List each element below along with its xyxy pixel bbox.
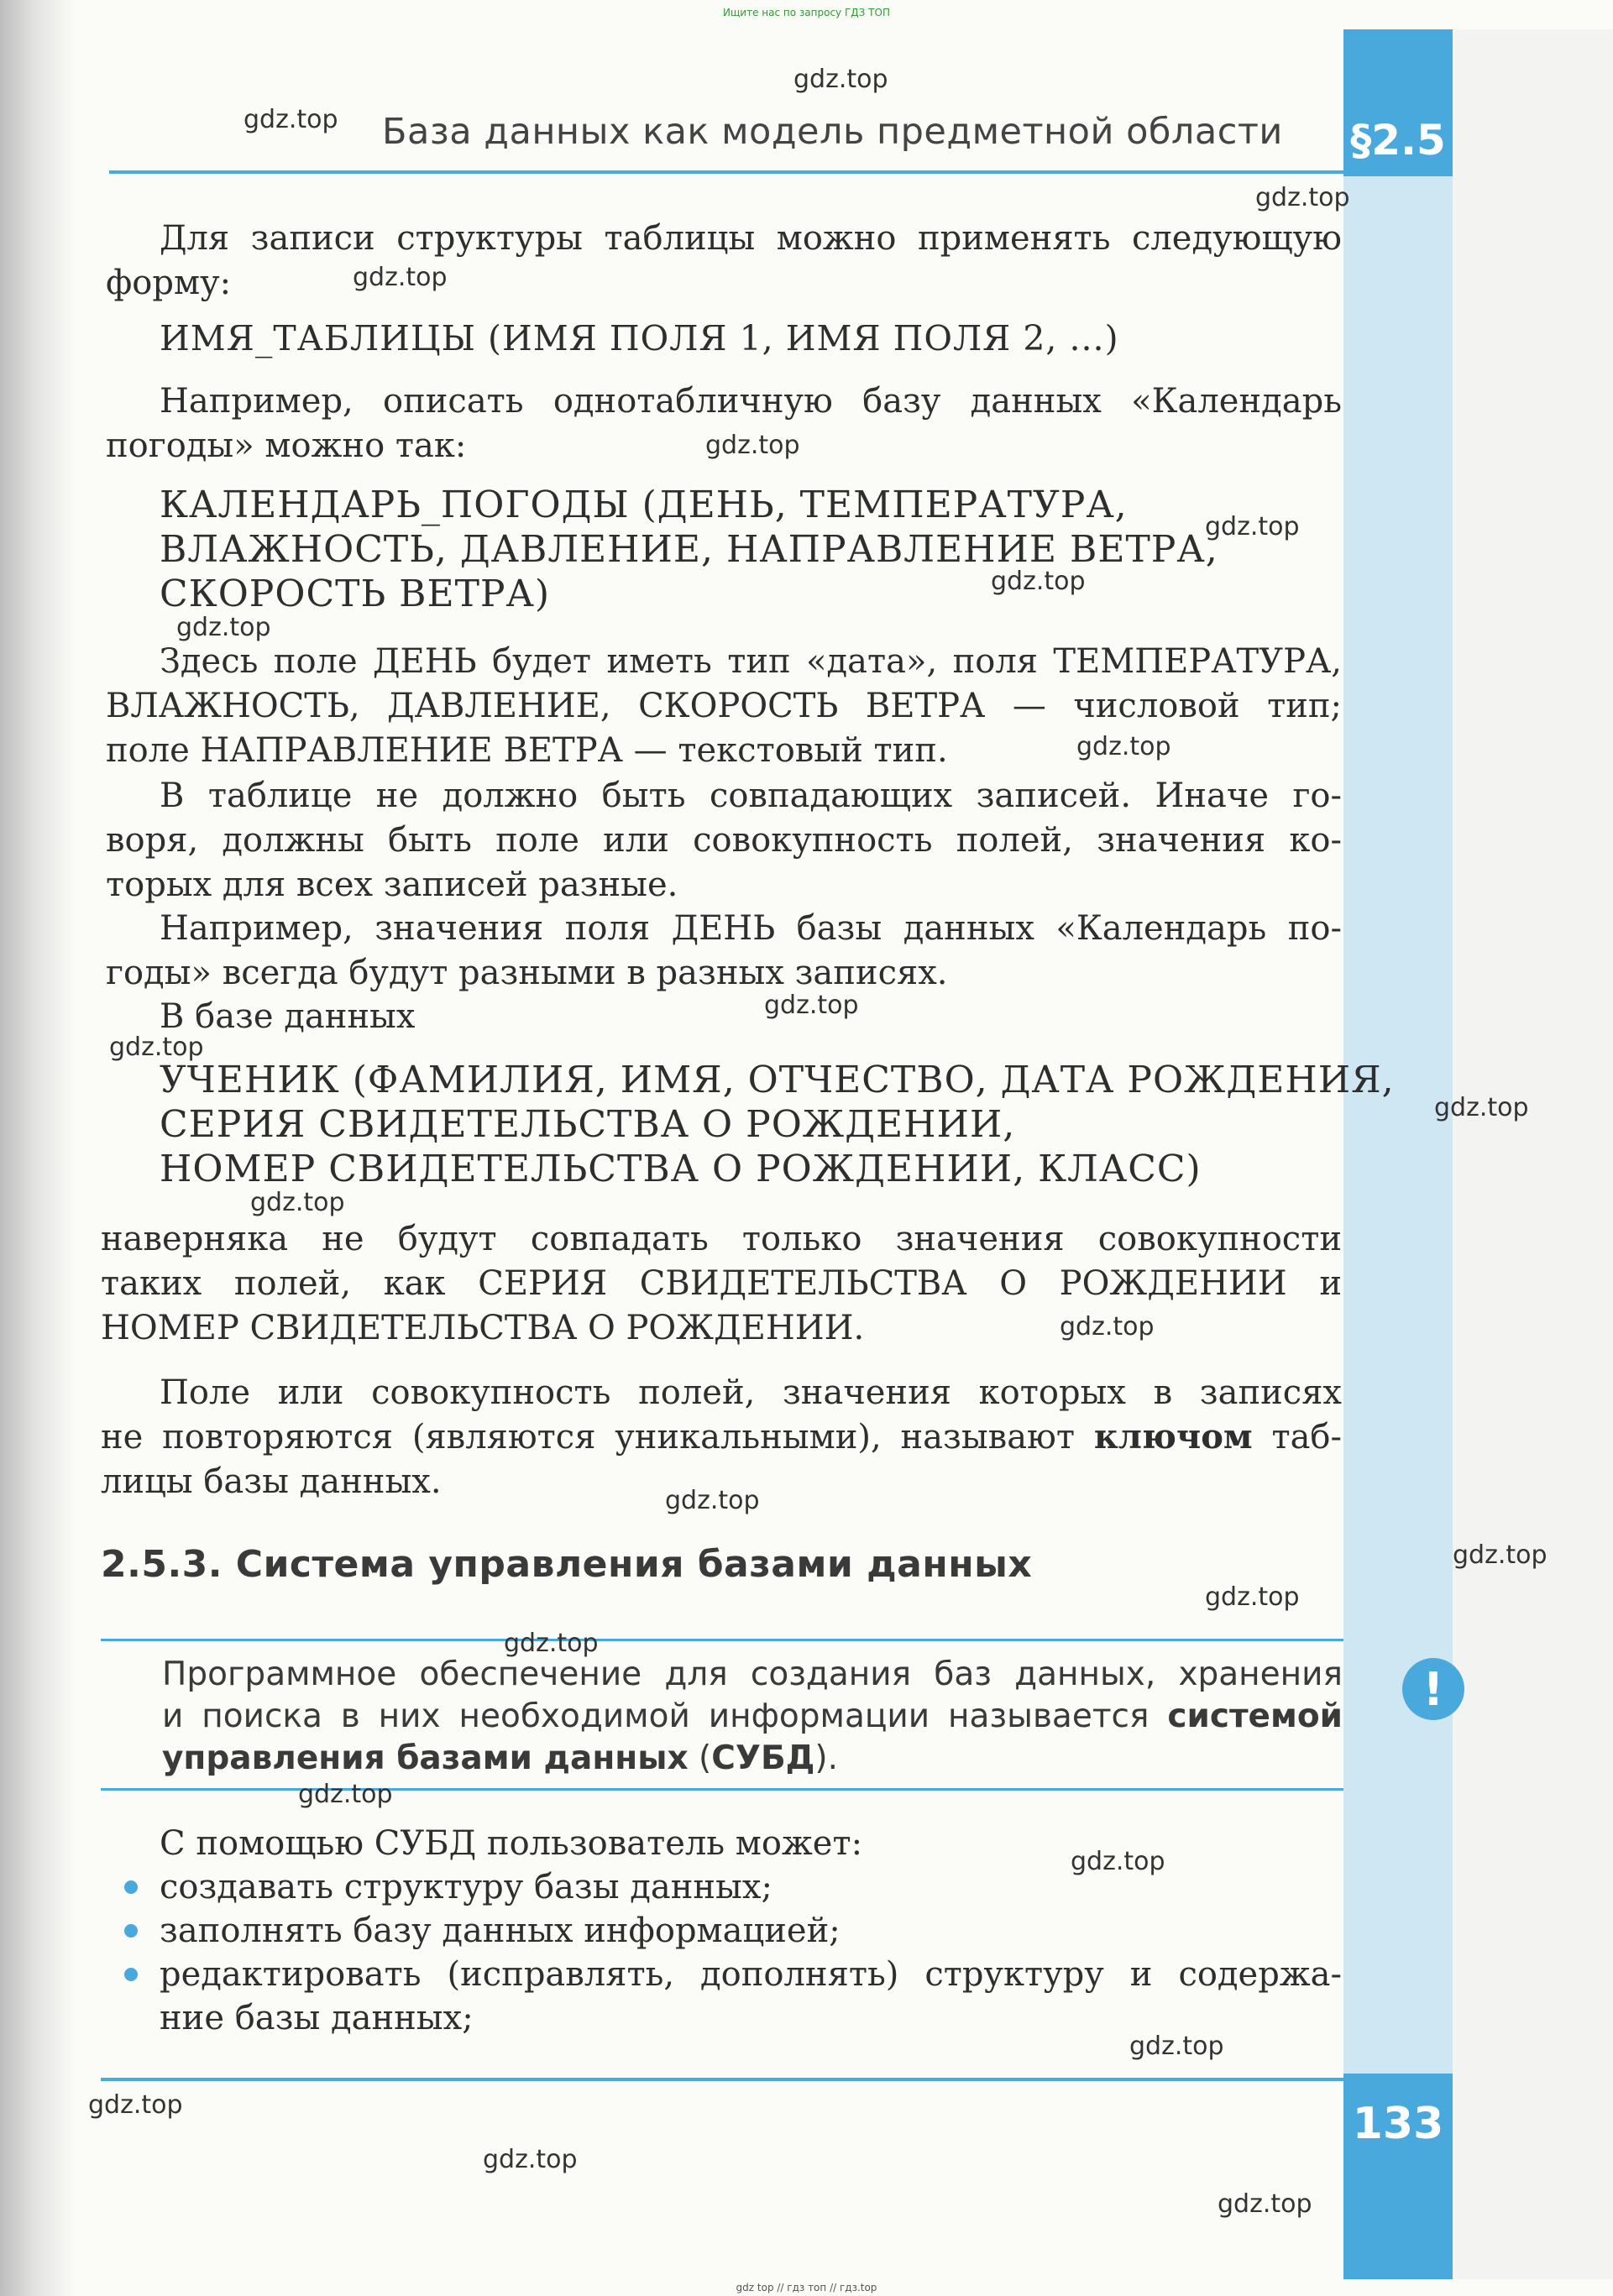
p6-line1: В базе данных [160, 997, 416, 1036]
struct1-line2: ВЛАЖНОСТЬ, ДАВЛЕНИЕ, НАПРАВЛЕНИЕ ВЕТРА, [160, 528, 1218, 571]
watermark: gdz.top [1205, 512, 1300, 541]
watermark: gdz.top [1060, 1312, 1155, 1342]
definition-term-part1: системой [1167, 1697, 1343, 1735]
watermark: gdz.top [298, 1780, 393, 1809]
watermark: gdz.top [250, 1188, 345, 1217]
bullet-icon [124, 1924, 138, 1938]
watermark: gdz.top [1071, 1847, 1165, 1876]
important-callout-icon: ! [1402, 1658, 1464, 1720]
page-gutter-shadow [0, 0, 76, 2296]
definition-line1: Программное обеспечение для создания баз данных, хранения [162, 1655, 1343, 1693]
p8-line2 [101, 1415, 1342, 1459]
bullet-icon [124, 1880, 138, 1894]
watermark: gdz.top [1129, 2032, 1224, 2061]
page-number-tab [1343, 2074, 1453, 2279]
p3-line2: ВЛАЖНОСТЬ, ДАВЛЕНИЕ, СКОРОСТЬ ВЕТРА — числовой тип; [106, 687, 1342, 725]
watermark: gdz.top [1255, 183, 1350, 212]
p3-line3: поле НАПРАВЛЕНИЕ ВЕТРА — текстовый тип. [106, 731, 948, 770]
watermark: gdz.top [176, 613, 271, 642]
p5-line2: годы» всегда будут разными в разных записях. [106, 954, 948, 992]
watermark: gdz.top [1076, 732, 1171, 761]
struct2-line3: НОМЕР СВИДЕТЕЛЬСТВА О РОЖДЕНИИ, КЛАСС) [160, 1148, 1202, 1190]
p1-line1: Для записи структуры таблицы можно применять следующую [160, 219, 1342, 258]
struct2-line1: УЧЕНИК (ФАМИЛИЯ, ИМЯ, ОТЧЕСТВО, ДАТА РОЖДЕНИЯ, [160, 1059, 1395, 1101]
list-item-3-line2: ние базы данных; [160, 1999, 474, 2037]
bottom-note: gdz top // гдз топ // гдз.top [736, 2282, 877, 2293]
bullet-icon [124, 1968, 138, 1981]
struct2-line2: СЕРИЯ СВИДЕТЕЛЬСТВА О РОЖДЕНИИ, [160, 1103, 1016, 1146]
definition-line2-text: и поиска в них необходимой информации называется [162, 1697, 1150, 1735]
p8-line2-text: не повторяются (являются уникальными), называют [101, 1418, 1075, 1457]
form-line: ИМЯ_ТАБЛИЦЫ (ИМЯ ПОЛЯ 1, ИМЯ ПОЛЯ 2, ...) [160, 318, 1119, 358]
section-heading: 2.5.3. Система управления базами данных [101, 1543, 1033, 1586]
watermark: gdz.top [1218, 2189, 1312, 2219]
list-intro: С помощью СУБД пользователь может: [160, 1824, 863, 1863]
p8-line2-tail: таб- [1271, 1418, 1343, 1457]
watermark: gdz.top [353, 263, 448, 292]
definition-close-paren: ). [814, 1739, 839, 1777]
watermark: gdz.top [109, 1033, 204, 1062]
p7-line1: наверняка не будут совпадать только значения совокупности [101, 1220, 1342, 1258]
watermark: gdz.top [764, 991, 859, 1020]
p7-line3: НОМЕР СВИДЕТЕЛЬСТВА О РОЖДЕНИИ. [101, 1309, 865, 1347]
watermark: gdz.top [1453, 1540, 1548, 1570]
right-page-edge [1453, 29, 1613, 2279]
list-item-2: заполнять базу данных информацией; [160, 1912, 841, 1950]
p2-line1: Например, описать однотабличную базу данных «Календарь [160, 382, 1342, 421]
struct1-line1: КАЛЕНДАРЬ_ПОГОДЫ (ДЕНЬ, ТЕМПЕРАТУРА, [160, 484, 1128, 526]
list-item-3-line1: редактировать (исправлять, дополнять) структуру и содержа- [160, 1955, 1342, 1994]
list-item-1: создавать структуру базы данных; [160, 1868, 772, 1906]
definition-open-paren: ( [699, 1739, 712, 1777]
top-note: Ищите нас по запросу ГДЗ ТОП [723, 7, 890, 18]
watermark: gdz.top [665, 1486, 760, 1515]
running-title: База данных как модель предметной области [382, 111, 1283, 153]
struct1-line3: СКОРОСТЬ ВЕТРА) [160, 573, 551, 615]
section-badge [1343, 29, 1453, 176]
definition-line2 [162, 1696, 1343, 1738]
p2-line2: погоды» можно так: [106, 426, 467, 465]
footer-rule [101, 2078, 1343, 2081]
header-rule [109, 170, 1343, 174]
right-margin-band [1343, 29, 1453, 2279]
watermark: gdz.top [793, 65, 888, 94]
definition-bottom-rule [101, 1788, 1343, 1791]
watermark: gdz.top [483, 2145, 578, 2174]
p4-line1: В таблице не должно быть совпадающих записей. Иначе го- [160, 777, 1342, 815]
key-term: ключом [1093, 1417, 1253, 1457]
definition-line3 [162, 1738, 1343, 1780]
p8-line3: лицы базы данных. [101, 1462, 442, 1501]
watermark: gdz.top [1434, 1093, 1529, 1122]
definition-top-rule [101, 1639, 1343, 1641]
p4-line2: воря, должны быть поле или совокупность полей, значения ко- [106, 821, 1342, 860]
p1-line2: форму: [106, 264, 232, 302]
p7-line2: таких полей, как СЕРИЯ СВИДЕТЕЛЬСТВА О РОЖДЕНИИ и [101, 1264, 1342, 1303]
definition-term-part2: управления базами данных [162, 1739, 689, 1777]
section-badge-label: §2.5 [1350, 116, 1446, 165]
watermark: gdz.top [88, 2090, 183, 2120]
watermark: gdz.top [705, 431, 800, 460]
watermark: gdz.top [991, 567, 1086, 596]
p5-line1: Например, значения поля ДЕНЬ базы данных «Календарь по- [160, 909, 1342, 948]
definition-abbr: СУБД [711, 1739, 815, 1777]
page-number: 133 [1352, 2099, 1444, 2149]
watermark: gdz.top [1205, 1582, 1300, 1612]
watermark: gdz.top [504, 1629, 599, 1658]
p3-line1: Здесь поле ДЕНЬ будет иметь тип «дата», поля ТЕМПЕРАТУРА, [160, 642, 1342, 681]
watermark: gdz.top [244, 105, 338, 134]
p4-line3: торых для всех записей разные. [106, 866, 678, 904]
p8-line1: Поле или совокупность полей, значения которых в записях [160, 1373, 1342, 1412]
